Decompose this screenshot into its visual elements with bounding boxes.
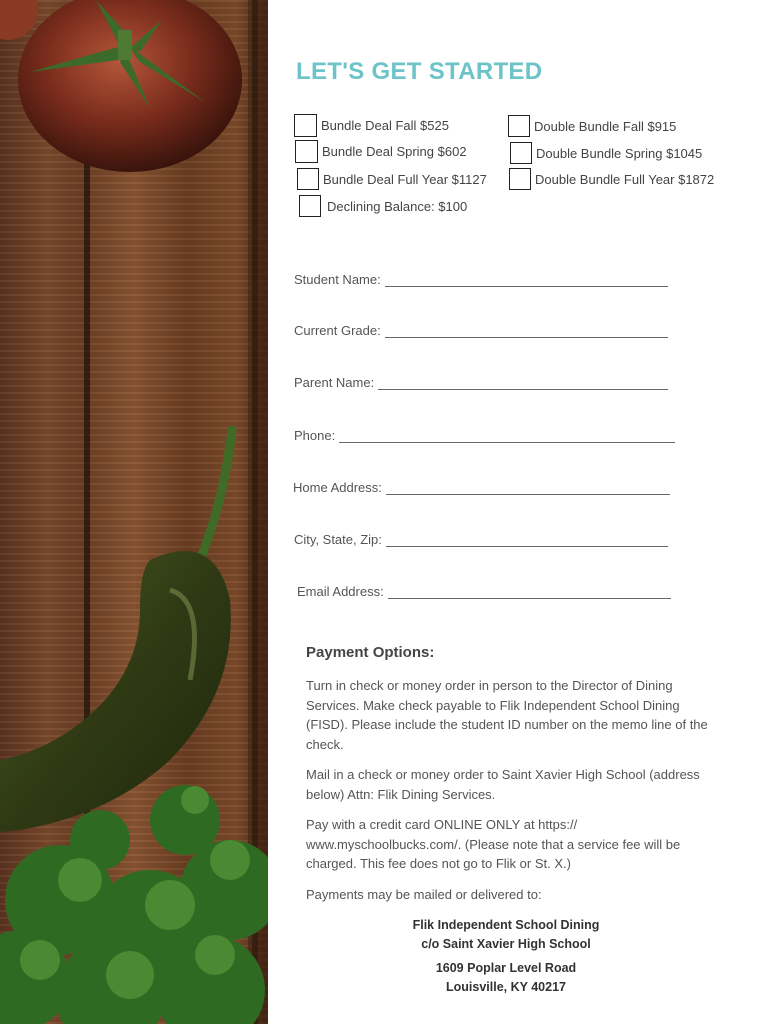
checkbox[interactable] [509, 168, 531, 190]
payment-online-text: Pay with a credit card ONLINE ONLY at https:// www.myschoolbucks.com/. (Please note that a service fee will be charged. This fee does not go to Flik or St. X.) [306, 817, 681, 871]
option-label: Double Bundle Fall $915 [534, 118, 677, 134]
phone-input[interactable] [339, 426, 675, 443]
field-label: Parent Name: [294, 375, 375, 390]
phone-field [294, 426, 675, 443]
option-bundle-fall[interactable] [294, 114, 449, 137]
option-bundle-spring[interactable] [295, 140, 467, 163]
checkbox[interactable] [297, 168, 319, 190]
student-name-input[interactable] [385, 270, 668, 287]
option-double-bundle-fall[interactable] [508, 115, 676, 137]
field-label: City, State, Zip: [294, 532, 382, 547]
checkbox[interactable] [508, 115, 530, 137]
option-double-bundle-spring[interactable] [510, 142, 702, 164]
checkbox[interactable] [294, 114, 317, 137]
page-heading: LET'S GET STARTED [296, 58, 543, 85]
address-line-3: 1609 Poplar Level Road [435, 961, 577, 975]
option-label: Double Bundle Full Year $1872 [535, 171, 715, 187]
address-line-1: Flik Independent School Dining [412, 918, 600, 932]
home-address-field [293, 478, 670, 495]
payment-delivery-text: Payments may be mailed or delivered to: [306, 887, 542, 902]
field-label: Student Name: [294, 272, 381, 287]
field-label: Phone: [294, 428, 336, 443]
option-bundle-full-year[interactable] [297, 168, 487, 190]
home-address-input[interactable] [386, 478, 670, 495]
payment-mail-text: Mail in a check or money order to Saint Xavier High School (address below) Attn: Flik Dining Services. [306, 767, 700, 802]
current-grade-input[interactable] [385, 321, 668, 338]
decorative-vegetable-photo [0, 0, 268, 1024]
field-label: Email Address: [297, 584, 384, 599]
field-label: Home Address: [293, 480, 382, 495]
field-label: Current Grade: [294, 323, 381, 338]
checkbox[interactable] [299, 195, 321, 217]
checkbox[interactable] [510, 142, 532, 164]
vegetables-illustration [0, 0, 268, 1024]
option-label: Bundle Deal Fall $525 [321, 118, 449, 133]
option-label: Bundle Deal Spring $602 [322, 144, 467, 159]
city-state-zip-input[interactable] [386, 530, 668, 547]
email-address-input[interactable] [388, 582, 671, 599]
option-declining-balance[interactable] [299, 195, 467, 217]
payment-in-person-text: Turn in check or money order in person to the Director of Dining Services. Make check payable to Flik Independent School Dining (FISD). Please include the student ID number on the memo line of the check. [306, 678, 708, 752]
email-address-field [297, 582, 671, 599]
option-label: Double Bundle Spring $1045 [536, 145, 703, 161]
option-double-bundle-full-year[interactable] [509, 168, 714, 190]
current-grade-field [294, 321, 668, 338]
checkbox[interactable] [295, 140, 318, 163]
parent-name-field [294, 373, 668, 390]
payment-options-title: Payment Options: [306, 644, 435, 661]
option-label: Bundle Deal Full Year $1127 [323, 171, 487, 187]
parent-name-input[interactable] [378, 373, 668, 390]
address-line-4: Louisville, KY 40217 [446, 980, 566, 994]
address-line-2: c/o Saint Xavier High School [421, 937, 591, 951]
city-state-zip-field [294, 530, 668, 547]
student-name-field [294, 270, 668, 287]
option-label: Declining Balance: $100 [327, 198, 468, 214]
